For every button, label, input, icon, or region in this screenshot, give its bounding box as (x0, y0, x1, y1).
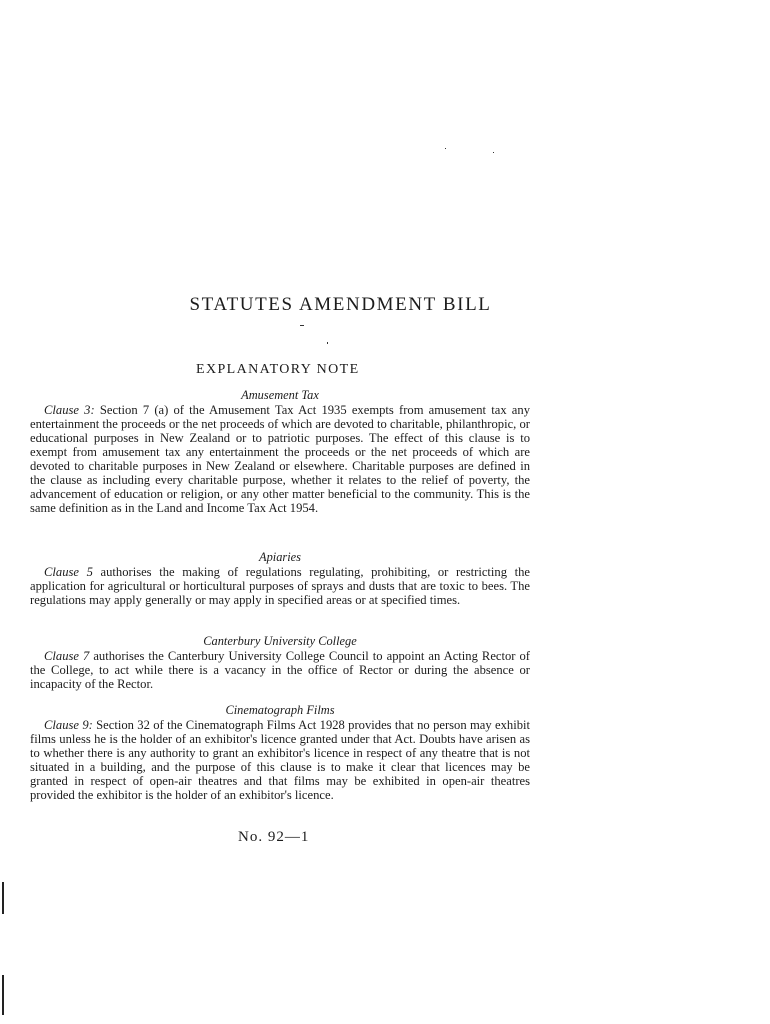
section-canterbury-university-college (30, 634, 530, 691)
section-body (30, 718, 530, 802)
section-heading: Canterbury University College (203, 634, 357, 648)
print-speck (493, 152, 494, 153)
explanatory-note-heading: EXPLANATORY NOTE (196, 362, 360, 377)
bill-number: No. 92—1 (238, 829, 310, 845)
section-body (30, 403, 530, 515)
section-text: authorises the making of regulations regulating, prohibiting, or restricting the application for agricultural or horticultural purposes of sprays and dusts that are toxic to bees. The regulations may apply generally or may apply in specified areas or at specified times. (30, 565, 530, 607)
clause-reference: Clause 7 (44, 649, 90, 663)
bill-title-text: STATUTES AMENDMENT BILL (189, 294, 492, 315)
section-amusement-tax (30, 388, 530, 515)
print-speck (300, 325, 304, 326)
scan-edge-line (2, 882, 4, 914)
bill-title (0, 294, 560, 316)
scan-edge-line (2, 975, 4, 1015)
section-body (30, 565, 530, 607)
section-text: authorises the Canterbury University College Council to appoint an Acting Rector of the College, to act while there is a vacancy in the office of Rector or during the absence or incapacity of the Rector. (30, 649, 530, 691)
clause-reference: Clause 3: (44, 403, 95, 417)
section-heading: Amusement Tax (241, 388, 319, 402)
section-apiaries (30, 550, 530, 607)
section-cinematograph-films (30, 703, 530, 802)
print-speck (445, 148, 446, 149)
section-heading: Cinematograph Films (225, 703, 335, 717)
section-text: Section 7 (a) of the Amusement Tax Act 1935 exempts from amusement tax any entertainment the proceeds or the net proceeds of which are devoted to charitable, philanthropic, or educational purposes in New Zealand or to patriotic purposes. The effect of this clause is to exempt from amusement tax any entertainment the proceeds or the net proceeds of which are devoted to charitable purposes in New Zealand or elsewhere. Charitable purposes are defined in the clause as including every charitable purpose, whether it relates to the relief of poverty, the advancement of education or religion, or any other matter beneficial to the community. This is the same definition as in the Land and Income Tax Act 1954. (30, 403, 530, 515)
section-heading: Apiaries (259, 550, 301, 564)
section-text: Section 32 of the Cinematograph Films Act 1928 provides that no person may exhibit films unless he is the holder of an exhibitor's licence granted under that Act. Doubts have arisen as to whether there is any authority to grant an exhibitor's licence in respect of any theatre that is not situated in a building, and the purpose of this clause is to make it clear that licences may be granted in respect of open-air theatres and that films may be exhibited in open-air theatres provided the exhibitor is the holder of an exhibitor's licence. (30, 718, 530, 802)
section-body (30, 649, 530, 691)
print-speck (327, 342, 328, 344)
clause-reference: Clause 5 (44, 565, 93, 579)
clause-reference: Clause 9: (44, 718, 93, 732)
